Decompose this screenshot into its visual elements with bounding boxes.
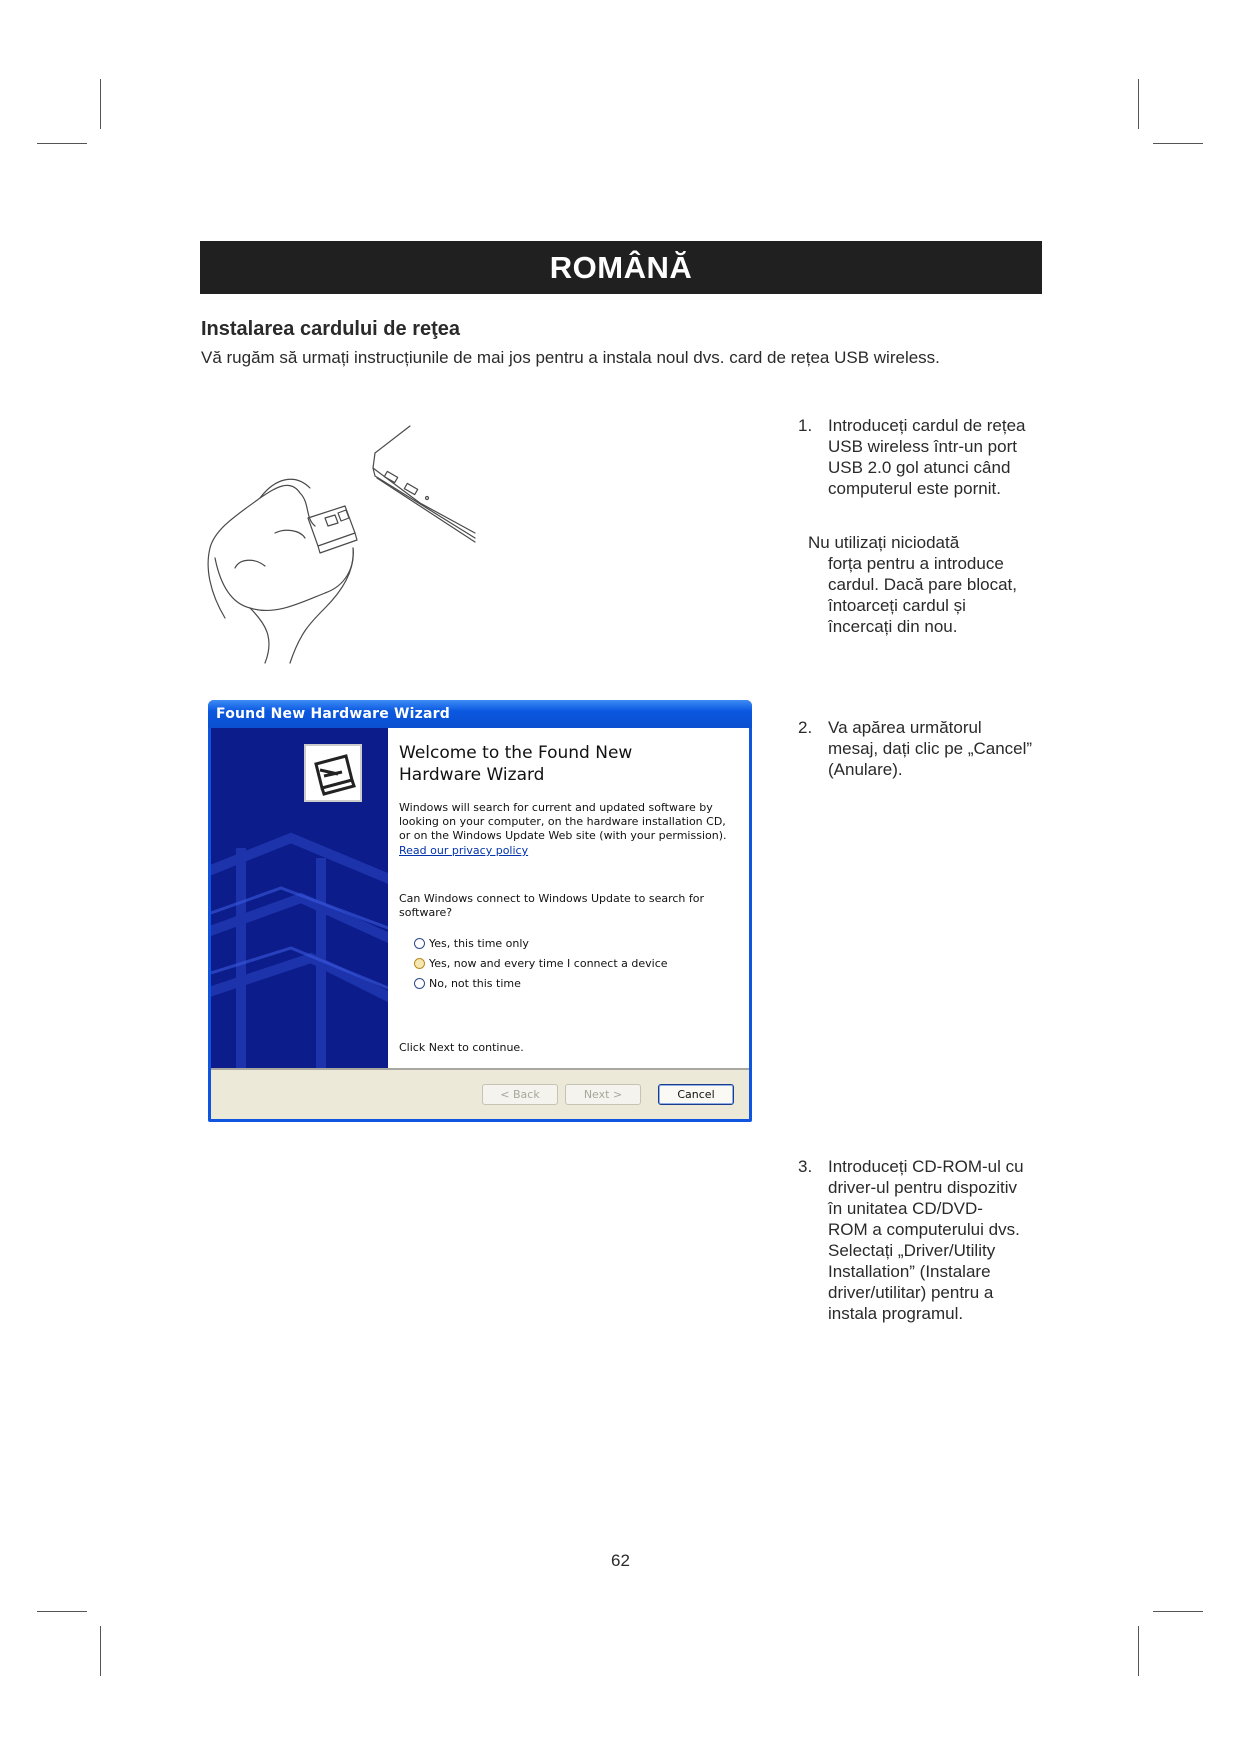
- usb-insert-illustration: [205, 418, 495, 668]
- radio-circle[interactable]: [414, 978, 425, 989]
- radio-circle[interactable]: [414, 938, 425, 949]
- page-number: 62: [611, 1551, 630, 1570]
- step-line: Va apărea următorul: [828, 718, 982, 737]
- step-number: 1.: [798, 416, 813, 435]
- step-line: computerul este pornit.: [828, 479, 1001, 498]
- wizard-content: [388, 728, 749, 1068]
- crop-mark: [100, 1626, 101, 1676]
- step-line: (Anulare).: [828, 760, 903, 779]
- next-button[interactable]: Next >: [565, 1084, 641, 1105]
- wizard-instruction: Click Next to continue.: [399, 1041, 524, 1054]
- step-1: [798, 415, 1068, 499]
- step-number: 3.: [798, 1157, 813, 1176]
- crop-mark: [1153, 1611, 1203, 1612]
- wizard-title: Found New Hardware Wizard: [216, 706, 450, 722]
- crop-mark: [1138, 1626, 1139, 1676]
- language-banner: [200, 241, 1042, 294]
- step-line: driver/utilitar) pentru a: [828, 1283, 994, 1302]
- step-line: Installation” (Instalare: [828, 1262, 991, 1281]
- wizard-footer: [211, 1070, 749, 1119]
- step-line: Selectați „Driver/Utility: [828, 1241, 996, 1260]
- crop-mark: [37, 143, 87, 144]
- wizard-heading: [399, 742, 739, 786]
- step-line: Introduceți CD-ROM-ul cu: [828, 1157, 1024, 1176]
- step-line: Introduceți cardul de rețea: [828, 416, 1026, 435]
- caution-note: [808, 532, 1048, 637]
- section-title: Instalarea cardului de reţea: [201, 318, 461, 340]
- radio-label: No, not this time: [429, 977, 521, 990]
- step-3: [798, 1156, 1068, 1324]
- wizard-heading-line: Welcome to the Found New: [399, 743, 633, 763]
- cancel-button[interactable]: Cancel: [658, 1084, 734, 1105]
- hardware-wizard-icon: [304, 744, 362, 802]
- crop-mark: [1138, 79, 1139, 129]
- note-line: forța pentru a introduce: [828, 554, 1004, 573]
- privacy-policy-link[interactable]: Read our privacy policy: [399, 844, 529, 857]
- step-line: USB wireless într-un port: [828, 437, 1017, 456]
- radio-yes-every-time[interactable]: [414, 957, 668, 970]
- step-line: mesaj, dați clic pe „Cancel”: [828, 739, 1033, 758]
- crop-mark: [1153, 143, 1203, 144]
- step-line: în unitatea CD/DVD-: [828, 1199, 983, 1218]
- step-line: ROM a computerului dvs.: [828, 1220, 1020, 1239]
- wizard-body: [211, 728, 749, 1119]
- step-number: 2.: [798, 718, 813, 737]
- wizard-description: Windows will search for current and updated software by looking on your computer, on the hardware installation CD, or on the Windows Update Web site (with your permission).: [399, 801, 727, 842]
- step-line: instala programul.: [828, 1304, 964, 1323]
- radio-no-not-this-time[interactable]: [414, 977, 521, 990]
- wizard-question: Can Windows connect to Windows Update to search for software?: [399, 892, 705, 919]
- wizard-side-panel: [211, 728, 388, 1068]
- step-line: USB 2.0 gol atunci când: [828, 458, 1011, 477]
- step-line: driver-ul pentru dispozitiv: [828, 1178, 1017, 1197]
- note-line: Nu utilizați niciodată: [808, 533, 960, 552]
- radio-circle[interactable]: [414, 958, 425, 969]
- note-line: întoarceți cardul și: [828, 596, 966, 615]
- radio-yes-this-time[interactable]: [414, 937, 529, 950]
- note-line: cardul. Dacă pare blocat,: [828, 575, 1017, 594]
- language-banner-text: ROMÂNĂ: [549, 249, 693, 285]
- step-2: [798, 717, 1088, 780]
- crop-mark: [100, 79, 101, 129]
- radio-label: Yes, now and every time I connect a device: [429, 957, 668, 970]
- step-text: [828, 1156, 1068, 1324]
- back-button[interactable]: < Back: [482, 1084, 558, 1105]
- radio-label: Yes, this time only: [429, 937, 529, 950]
- wizard-heading-line: Hardware Wizard: [399, 765, 545, 785]
- section-intro: Vă rugăm să urmați instrucțiunile de mai jos pentru a instala noul dvs. card de rețea USB wireless.: [201, 348, 940, 367]
- step-text: [828, 717, 1088, 780]
- step-text: [828, 415, 1068, 499]
- note-line: încercați din nou.: [828, 617, 958, 636]
- hardware-wizard-dialog: [208, 700, 752, 1122]
- crop-mark: [37, 1611, 87, 1612]
